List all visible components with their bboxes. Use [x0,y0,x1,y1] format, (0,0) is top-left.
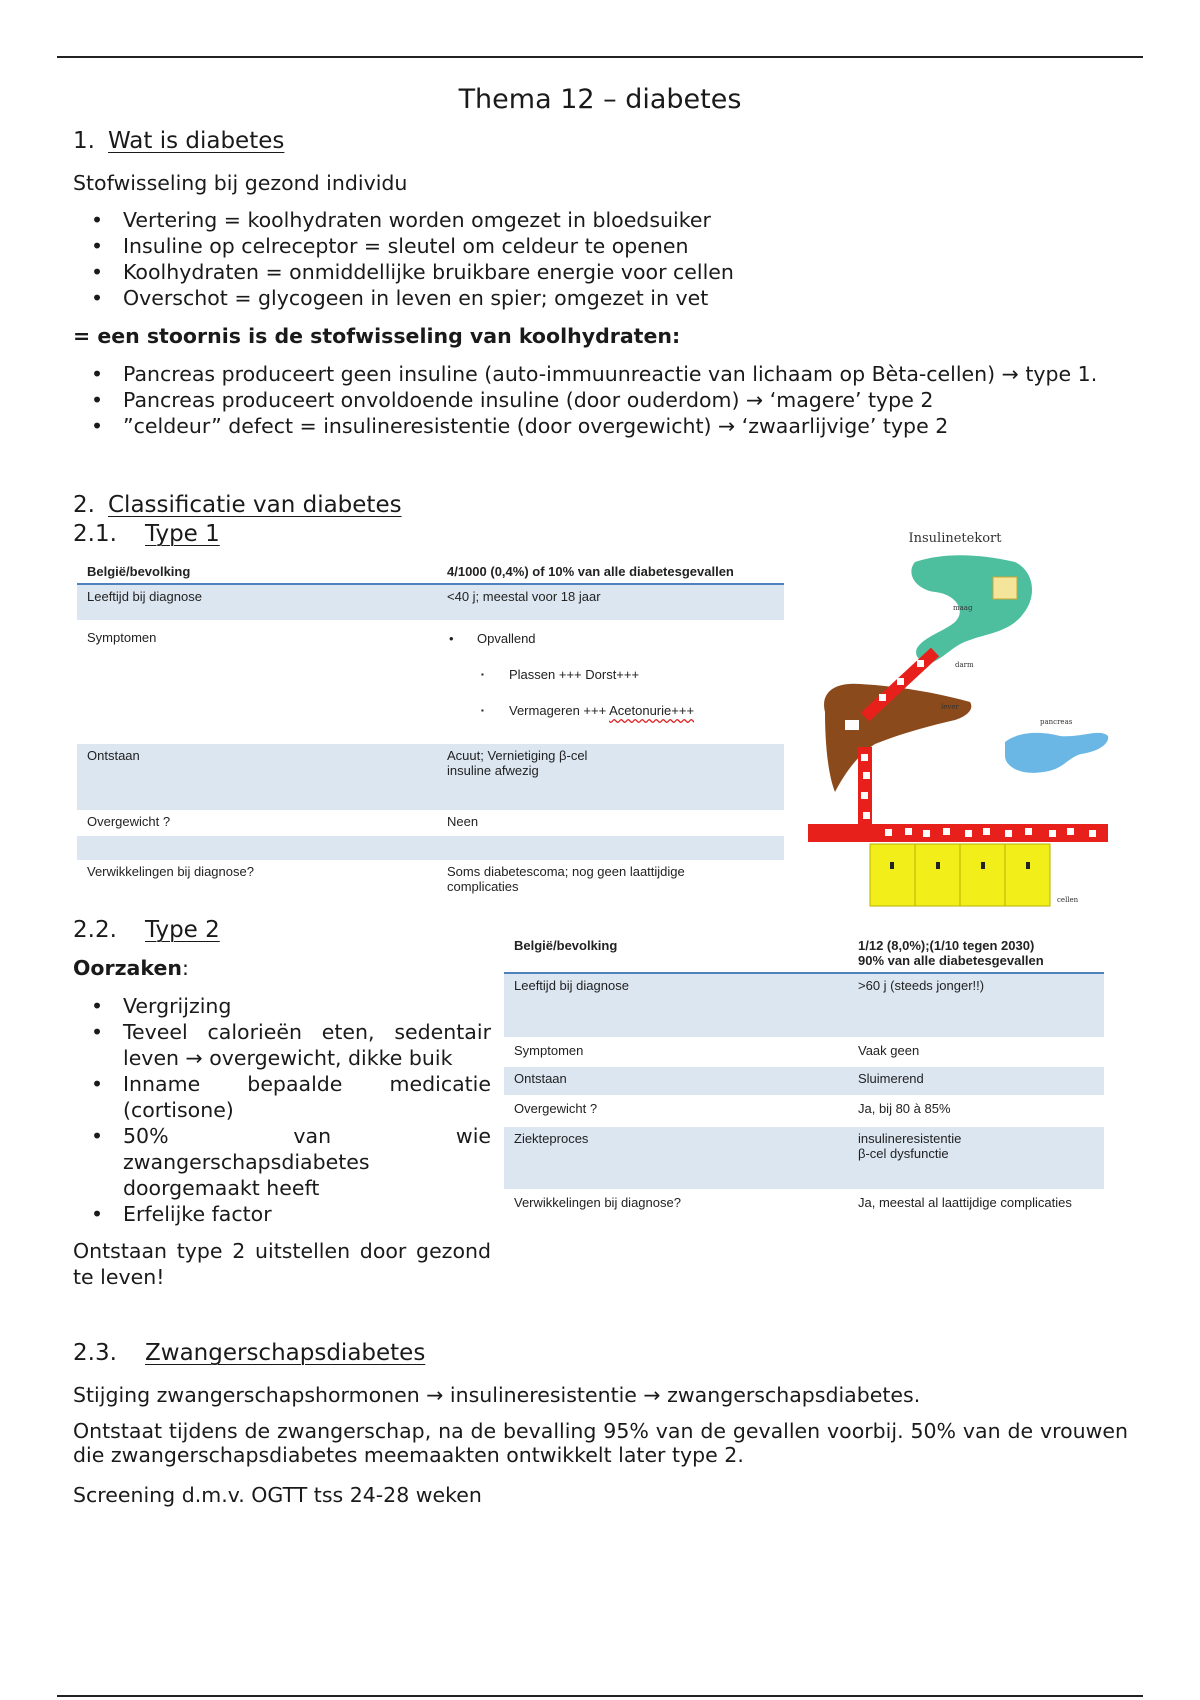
table-cell: Verwikkelingen bij diagnose? [514,1195,681,1210]
section-2-heading [73,492,402,518]
table-cell [437,836,784,860]
table-cell: Ziekteproces [504,1127,848,1189]
table-row [77,810,784,836]
table-row [504,1037,1104,1067]
list-item [447,702,774,720]
diagram-title: Insulinetekort [908,531,1002,546]
section-1-number: 1. [73,128,95,154]
intestine-label: darm [955,661,974,669]
table-row [504,973,1104,1037]
cell-line: Soms diabetescoma; nog geen laattijdige [447,864,685,879]
table-cell [437,744,784,810]
table-cell: Ontstaan [77,744,437,810]
list-item: • Overschot = glycogeen in leven en spier; omgezet in vet [73,285,1128,311]
table-header-cell: 4/1000 (0,4%) of 10% van alle diabetesgevallen [437,560,784,584]
cell-line: insulineresistentie [858,1131,962,1146]
healthy-metabolism-list [73,207,1128,311]
table-cell: Symptomen [514,1043,584,1058]
table-cell: Ontstaan [504,1067,848,1095]
table-row [77,584,784,620]
gestational-paragraph-1: Stijging zwangerschapshormonen → insulineresistentie → zwangerschapsdiabetes. [73,1383,921,1407]
cell-line: β-cel dysfunctie [858,1146,949,1161]
section-2-number: 2. [73,492,95,518]
blood-vessel-main [808,824,1108,842]
type2-number: 2.2. [73,917,117,943]
type2-table [504,934,1104,1219]
table-cell: Leeftijd bij diagnose [77,584,437,620]
table-cell [437,860,784,898]
type2-prevention-note: Ontstaan type 2 uitstellen door gezond te leven! [73,1239,491,1289]
symptom-text: Acetonurie+++ [609,703,695,718]
symptom-text: Vermageren +++ [509,703,610,718]
table-cell: >60 j (steeds jonger!!) [848,973,1104,1037]
type2-title: Type 2 [145,917,220,943]
list-item: • Pancreas produceert geen insuline (auto-immuunreactie van lichaam op Bèta-cellen) → type 1. [73,361,1128,387]
liver-shape [824,684,971,792]
list-item: • Koolhydraten = onmiddellijke bruikbare energie voor cellen [73,259,1128,285]
list-item: • Erfelijke factor [73,1201,491,1227]
type1-table [77,560,784,898]
stomach-label: maag [953,604,973,612]
table-header-cell: België/bevolking [77,560,437,584]
symptoms-list [447,630,774,720]
type1-heading [73,521,220,547]
diabetes-types-list [73,361,1128,439]
list-item: • Pancreas produceert onvoldoende insuline (door ouderdom) → ‘magere’ type 2 [73,387,1128,413]
table-header-cell: België/bevolking [504,934,848,973]
cell-line: complicaties [447,879,519,894]
table-row [77,860,784,898]
list-item: • Inname bepaalde medicatie (cortisone) [73,1071,491,1123]
table-row [504,934,1104,973]
section-1-intro: Stofwisseling bij gezond individu [73,171,408,195]
table-cell: Symptomen [87,630,157,645]
gestational-paragraph-2: Ontstaat tijdens de zwangerschap, na de bevalling 95% van de gevallen voorbij. 50% van de vrouwen die zwangerschapsdiabetes meemaakten ontwikkelt later type 2. [73,1419,1128,1467]
type2-heading [73,917,220,943]
causes-heading: Oorzaken: [73,956,189,980]
table-row [504,1067,1104,1095]
insulin-deficiency-diagram [805,522,1115,912]
table-cell: <40 j; meestal voor 18 jaar [437,584,784,620]
type1-title: Type 1 [145,521,220,547]
gestational-number: 2.3. [73,1340,117,1366]
table-cell [77,836,437,860]
table-cell [437,620,784,744]
table-row [77,560,784,584]
list-item: • Vertering = koolhydraten worden omgezet in bloedsuiker [73,207,1128,233]
table-header-cell [848,934,1104,973]
table-row [77,744,784,810]
list-item: • Insuline op celreceptor = sleutel om celdeur te openen [73,233,1128,259]
section-1-title: Wat is diabetes [108,128,285,154]
table-row [77,620,784,744]
list-item: ▪ Plassen +++ Dorst+++ [447,666,774,684]
pancreas-shape [1005,733,1108,773]
section-2-title: Classificatie van diabetes [108,492,402,518]
table-cell: Ja, meestal al laattijdige complicaties [858,1195,1072,1210]
section-1-heading [73,128,284,154]
gestational-paragraph-3: Screening d.m.v. OGTT tss 24-28 weken [73,1483,482,1507]
table-cell: Overgewicht ? [514,1101,598,1116]
list-item: • ”celdeur” defect = insulineresistentie (door overgewicht) → ‘zwaarlijvige’ type 2 [73,413,1128,439]
food-in-stomach [993,577,1017,599]
table-cell: Leeftijd bij diagnose [504,973,848,1037]
definition-text: = een stoornis is de stofwisseling van koolhydraten: [73,324,681,348]
liver-label: lever [941,703,959,711]
cells-label: cellen [1057,896,1079,904]
pancreas-label: pancreas [1040,718,1073,726]
table-cell: Overgewicht ? [87,814,171,829]
list-item: • Vergrijzing [73,993,491,1019]
top-rule [57,56,1143,58]
table-cell: Verwikkelingen bij diagnose? [87,864,254,879]
type2-causes-list [73,993,491,1227]
table-cell: Ja, bij 80 à 85% [858,1101,951,1116]
table-row [77,836,784,860]
table-cell: Vaak geen [858,1043,920,1058]
table-cell [848,1127,1104,1189]
cell-line: 90% van alle diabetesgevallen [858,953,1044,968]
type1-number: 2.1. [73,521,117,547]
list-item: • 50% van wie zwangerschapsdiabetes doorgemaakt heeft [73,1123,491,1201]
gestational-title: Zwangerschapsdiabetes [145,1340,426,1366]
table-cell: Neen [447,814,479,829]
bottom-rule [57,1695,1143,1697]
cell-line: 1/12 (8,0%);(1/10 tegen 2030) [858,938,1035,953]
list-item: • Opvallend [447,630,774,648]
body-cells [870,844,1050,906]
page-title: Thema 12 – diabetes [458,84,742,115]
table-row [504,1095,1104,1127]
gestational-heading [73,1340,425,1366]
list-item: • Teveel calorieën eten, sedentair leven → overgewicht, dikke buik [73,1019,491,1071]
table-row [504,1127,1104,1189]
table-cell: Sluimerend [848,1067,1104,1095]
causes-label: Oorzaken [73,956,182,980]
table-row [504,1189,1104,1219]
glucose-in-liver [845,720,859,730]
cell-line: insuline afwezig [447,763,539,778]
cell-line: Acuut; Vernietiging β-cel [447,748,588,763]
